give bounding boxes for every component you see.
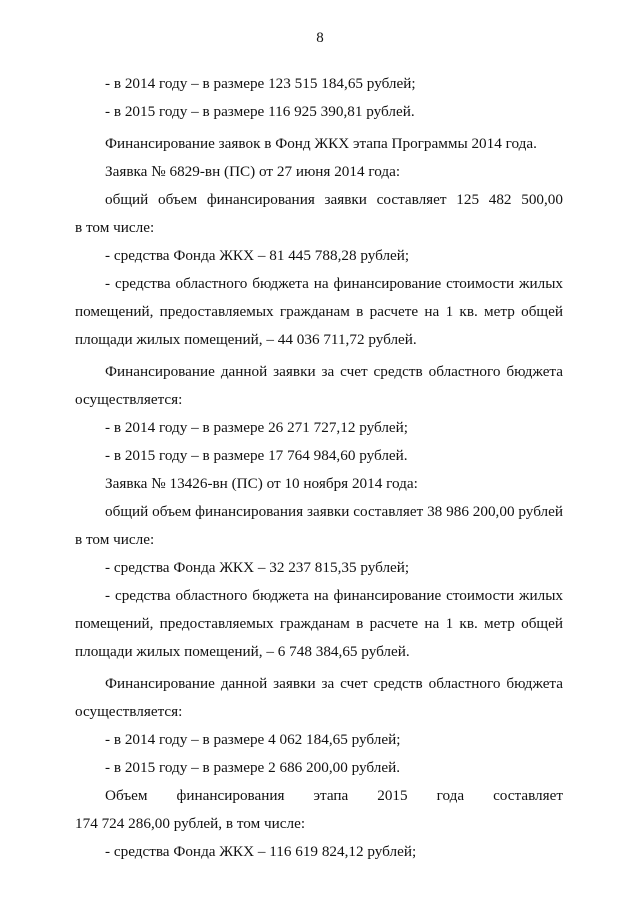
text-line: помещений, предоставляемых гражданам в расчете на 1 кв. метр общей [75,615,563,632]
text-line: - средства областного бюджета на финансирование стоимости жилых [105,587,563,604]
text-line: - средства областного бюджета на финансирование стоимости жилых [105,275,563,292]
text-line: - средства Фонда ЖКХ – 32 237 815,35 рублей; [105,559,410,576]
text-line: Финансирование данной заявки за счет средств областного бюджета [105,675,563,692]
text-line: площади жилых помещений, – 6 748 384,65 рублей. [75,643,410,660]
page-number: 8 [316,30,324,46]
application-heading: Заявка № 6829-вн (ПС) от 27 июня 2014 года: [105,163,401,180]
text-line: - в 2014 году – в размере 26 271 727,12 рублей; [105,419,409,436]
text-line: осуществляется: [75,703,183,720]
text-line: в том числе: [75,219,155,236]
text-line: - в 2014 году – в размере 123 515 184,65 рублей; [105,75,416,92]
section-heading: Финансирование заявок в Фонд ЖКХ этапа Программы 2014 года. [105,135,537,152]
text-line: Объем финансирования этапа 2015 года составляет [105,787,563,804]
text-line: - в 2014 году – в размере 4 062 184,65 рублей; [105,731,401,748]
application-heading: Заявка № 13426-вн (ПС) от 10 ноября 2014 года: [105,475,418,492]
text-line: - в 2015 году – в размере 17 764 984,60 рублей. [105,447,408,464]
text-line: общий объем финансирования заявки составляет 125 482 500,00 [105,191,563,208]
text-line: - в 2015 году – в размере 2 686 200,00 рублей. [105,759,400,776]
text-line: помещений, предоставляемых гражданам в расчете на 1 кв. метр общей [75,303,563,320]
document-body [75,70,563,866]
text-line: общий объем финансирования заявки составляет 38 986 200,00 рублей [105,503,563,520]
text-line: площади жилых помещений, – 44 036 711,72 рублей. [75,331,417,348]
text-line: - средства Фонда ЖКХ – 81 445 788,28 рублей; [105,247,410,264]
text-line: Финансирование данной заявки за счет средств областного бюджета [105,363,563,380]
text-line: 174 724 286,00 рублей, в том числе: [75,815,306,832]
text-line: в том числе: [75,531,155,548]
text-line: - в 2015 году – в размере 116 925 390,81 рублей. [105,103,415,120]
text-line: - средства Фонда ЖКХ – 116 619 824,12 рублей; [105,843,417,860]
text-line: осуществляется: [75,391,183,408]
